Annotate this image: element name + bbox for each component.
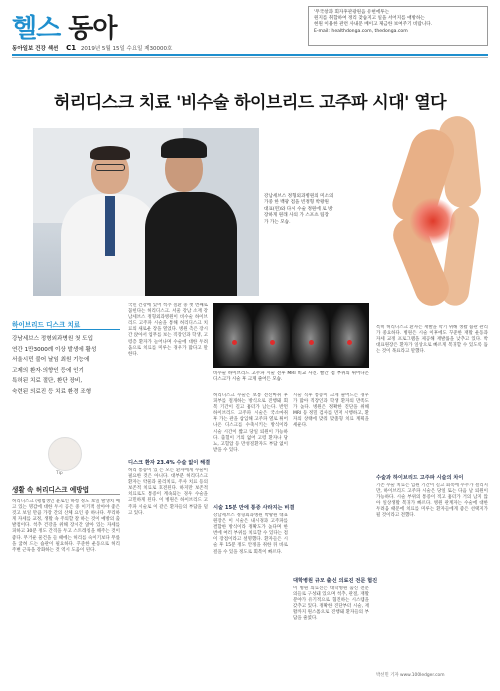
doctor-glasses	[95, 164, 125, 171]
issue-number: 제30000호	[144, 46, 173, 52]
sidebar-rule	[12, 329, 120, 330]
body-col2-subhead: 시술 15분 만에 통증 사라지는 비결	[213, 505, 295, 511]
mri-before-2	[292, 305, 329, 366]
knee-pain-illustration	[372, 110, 498, 320]
body-col4-subhead: 수술과 하이브리드 고주파 시술의 차이	[376, 475, 464, 481]
masthead	[12, 6, 488, 64]
mri-marker	[309, 340, 314, 345]
body-col1-text: 허리 통증이 있 는 모든 환자에게 수술이 필요한 것은 아니다. 대부분 허리디스크 환자는 약물과 물리치료, 주사 치료 등의 보존적 치료로 호전된다. 하지만 보존적 치료로도 통증이 계속되는 경우 수술을 고민하게 된다. 이 병원은 하이브리드 고주파 시술로 이 같은 환자들의 부담을 덜고 있다.	[128, 468, 208, 516]
masthead-rule	[12, 54, 488, 56]
tip-label: Tip	[56, 471, 63, 476]
body-col1-intro: 국민 건강에 있어 척추 질환 중 첫 번째로 꼽힌다는 허리디스크. 서울 강남 소재 강남세브스 정형외과병원이 비수술 하이브리드 고주파 시술을 통해 허리디스크 치료의 새로운 장을 열었다. 병원 측은 장시간 앉아서 업무를 보는 직장인과 학생, 고령층 환자가 늘어나며 수술에 대한 두려움으로 치료를 미루는 경우가 많다고 말한다.	[128, 303, 208, 357]
headline: 허리디스크 치료 '비수술 하이브리드 고주파 시대' 열다	[53, 93, 447, 113]
sidebar-bullets	[12, 334, 120, 398]
notice-box	[308, 6, 488, 46]
mri-caption: 비수술 하이브리드 고주파 시술 전후 MRI 비교 사진. 빨간 점 부위의 튀어나온 디스크가 시술 후 크게 줄어든 모습.	[213, 371, 369, 383]
body-col3-text2: 이 병원 의료진은 대학병원 출신 전문의들로 구성돼 있으며 척추, 관절, 재활 분야가 유기적으로 협진하는 시스템을 갖추고 있다. 정확한 진단부터 시술, 재활까지 원스톱으로 진행돼 환자들의 부담을 줄였다.	[293, 586, 369, 622]
sidebar-bullet: 고제의 환자·의향인 등에 인기	[12, 367, 84, 374]
tip-body: 허리디스크 (평범생인 윤로인 하청 정도 보일 발생치 예고 있는 명감에 대한 두시 공은 중 이기적 살아야 좋은 것고 보일 만큼 가장 간의 산체 요인 중 하나다. 무리하게 자세를 교정, 생활 속 주의할 잘 하는 것이 예방의 출발점이다. 척추 건강을 위해 장시간 앉아 있는 자세를 피하고 30분 정도 간격을 두고 스트레칭을 해주는 것이 좋다. 무거운 물건을 들 때에는 허리를 숙이기보다 무릎을 굽혀 드는 습관이 필요하다. 꾸준한 운동으로 허리 주변 근육을 강화하는 것 역시 도움이 된다.	[12, 499, 120, 553]
sidebar-title: 하이브리드 디스크 치료	[12, 321, 81, 329]
reporter-credit: 박선민 기자 www.100ledger.com	[376, 673, 445, 678]
notice-line: 현원 이용한 관련 사내문 베이고 제금한 보여주기 비랍니다.	[314, 22, 433, 28]
brand-part2: 동아	[68, 14, 117, 44]
notice-line: 원지를 취합하여 정리 찾습지고 일을 서어지를 애방하는	[314, 16, 425, 22]
body-col3-text: 시술 직후 통증이 크게 줄어드는 경우가 많아 직장인과 학생 환자의 만족도가 높다. 병원은 정확한 진단을 위해 MRI 등 정밀 검사를 먼저 시행하고, 환자의 상태에 맞춰 맞춤형 치료 계획을 세운다.	[293, 393, 369, 429]
issue-date: 2019년 5월 15일 수요일	[80, 46, 143, 52]
body-col3-subhead: 대학병원 규모 출신 의료진 전문 협진	[293, 578, 378, 584]
illus-pain-highlight	[410, 198, 456, 244]
mri-marker	[347, 340, 352, 345]
photo-caption: 강남세브스 정형외과병원의 미소의 가중 한 백광 점을 빈정형 박왕원 대표(왼)와 다시 수술 정원에 로 방장하게 원래 사의 가 스포츠 팀장 가 가는 모습.	[264, 194, 334, 225]
body-col4-text2: 기존 수술 치료는 입원 기간이 길고 회복에 수주가 걸리지만, 하이브리드 고주파 시술은 당일 또는 다음 날 퇴원이 가능하다. 시술 부위의 통증이 적고 흉터가 거의 남지 않아 일상생활 복귀가 빠르다. 병원 관계자는 수술에 대한 두려움 때문에 치료를 미루는 환자들에게 좋은 선택지가 될 것이라고 전했다.	[376, 483, 488, 519]
sidebar-bullet: 강남세브스 정형외과병원 첫 도입	[12, 336, 93, 342]
mri-after-2	[331, 305, 368, 366]
sidebar	[12, 303, 120, 683]
page-number: C1	[66, 44, 77, 52]
sidebar-bullet: 서울시민 불어 날임 최원 기능에	[12, 357, 90, 364]
tip-rule	[12, 494, 120, 495]
tip-illustration-icon	[48, 437, 82, 471]
body-col4-text: 특히 허리디스크 환자는 재발을 막기 위해 생활 습관 관리가 중요하다. 병원은 시술 이후에도 꾸준한 재활 운동과 자세 교정 프로그램을 제공해 재발률을 낮추고 있다. 박 대표원장은 환자가 일상으로 빠르게 복귀할 수 있도록 돕는 것이 목표라고 말했다.	[376, 325, 488, 355]
mri-marker	[270, 340, 275, 345]
body-col2-text: 허리디스크 수술은 보통 전신마취 후 피부를 절개하는 방식으로 진행돼 회복 기간이 길고 흉터가 남는다. 반면 하이브리드 고주파 시술은 국소마취 후 가는 관을 삽입해 고주파 열로 튀어나온 디스크를 수축시키는 방식이라 시술 시간이 짧고 당일 퇴원이 가능하다. 출혈이 거의 없어 고령 환자나 당뇨, 고혈압 등 만성질환자도 부담 없이 받을 수 있다.	[213, 393, 288, 453]
section-name: 동아일보 건강 섹션	[12, 46, 59, 52]
sidebar-bullet: 숙련된 의료진 등 치료 환경 조형	[12, 388, 92, 395]
mri-after	[254, 305, 291, 366]
mri-before	[215, 305, 252, 366]
section-brand	[12, 8, 117, 45]
doctor-celebrity-photo	[33, 128, 259, 296]
notice-line: '무국창과 회자후관광원음 유현에투는	[314, 10, 390, 15]
body-col2-text2: 강남세브스 정형외과병원 박왕원 대표원장은 이 시술은 내시경과 고주파를 결합한 방식이라 정확도가 높다며 한 번에 여러 부위를 치료할 수 있다는 점이 장점이라고 설명했다. 환자들은 시술 후 15분 정도 안정을 취한 뒤 바로 걸을 수 있을 정도로 회복이 빠르다.	[213, 513, 288, 555]
tip-title: 생활 속 허리디스크 예방법	[12, 486, 89, 494]
doctor-tie	[105, 196, 115, 256]
brand-part1: 헬스	[12, 14, 61, 44]
issue-line	[12, 44, 172, 52]
guest-figure	[145, 192, 237, 296]
masthead-rule-thin	[12, 57, 488, 58]
doctor-hair	[90, 146, 130, 160]
sidebar-bullet: 특허된 치료 절단, 환단 장비,	[12, 378, 83, 385]
sidebar-bullet: 연간 1만3000례 이상 발생에 활성	[12, 346, 97, 353]
body-col1-subhead: 디스크 환자 23.4% 수술 없이 해결	[128, 460, 211, 466]
mri-comparison-image	[213, 303, 369, 368]
notice-line: E-mail: healthdonga.com, thedonga.com	[314, 28, 408, 34]
mri-marker	[232, 340, 237, 345]
guest-cap	[161, 138, 207, 158]
